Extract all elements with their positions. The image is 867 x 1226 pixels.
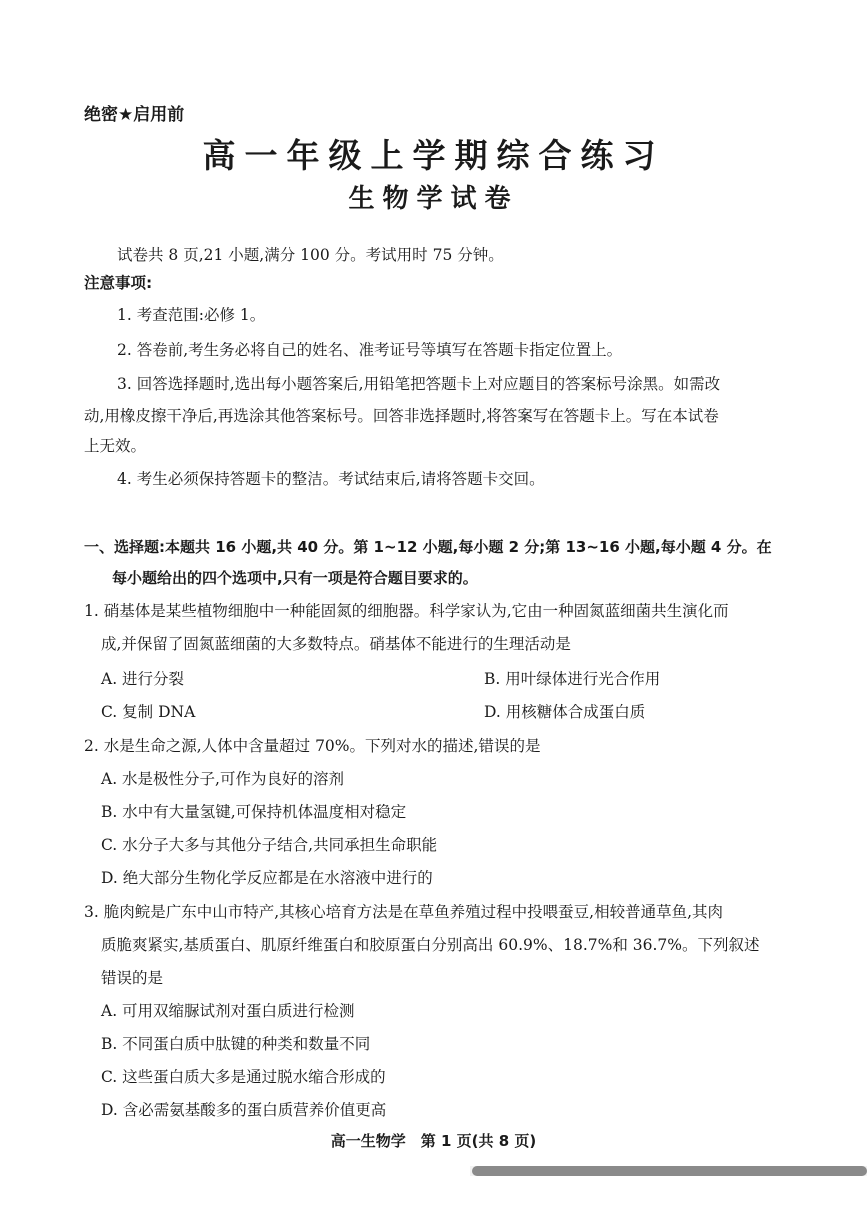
note-item: 3. 回答选择题时,选出每小题答案后,用铅笔把答题卡上对应题目的答案标号涂黑。如需改: [117, 375, 721, 393]
section-heading: 一、选择题:本题共 16 小题,共 40 分。第 1~12 小题,每小题 2 分;第 13~16 小题,每小题 4 分。在: [84, 538, 772, 556]
question-2-stem: 2. 水是生命之源,人体中含量超过 70%。下列对水的描述,错误的是: [84, 737, 541, 755]
exam-title: 高一年级上学期综合练习: [202, 136, 665, 175]
question-3-stem-cont: 错误的是: [101, 969, 164, 987]
note-item: 4. 考生必须保持答题卡的整洁。考试结束后,请将答题卡交回。: [117, 470, 545, 488]
horizontal-scrollbar-thumb[interactable]: [472, 1166, 867, 1176]
question-2-option-a: A. 水是极性分子,可作为良好的溶剂: [101, 770, 344, 788]
question-3-option-b: B. 不同蛋白质中肽键的种类和数量不同: [101, 1035, 371, 1053]
question-2-option-b: B. 水中有大量氢键,可保持机体温度相对稳定: [101, 803, 407, 821]
question-1-option-a: A. 进行分裂: [101, 670, 185, 688]
note-item: 上无效。: [84, 437, 147, 455]
exam-subtitle: 生物学试卷: [348, 184, 519, 214]
question-1-option-c: C. 复制 DNA: [101, 703, 196, 721]
intro-text: 试卷共 8 页,21 小题,满分 100 分。考试用时 75 分钟。: [117, 246, 504, 264]
page-footer: 高一生物学 第 1 页(共 8 页): [330, 1132, 537, 1150]
question-3-option-a: A. 可用双缩脲试剂对蛋白质进行检测: [101, 1002, 355, 1020]
note-item: 2. 答卷前,考生务必将自己的姓名、准考证号等填写在答题卡指定位置上。: [117, 341, 623, 359]
question-3-option-c: C. 这些蛋白质大多是通过脱水缩合形成的: [101, 1068, 386, 1086]
section-heading-cont: 每小题给出的四个选项中,只有一项是符合题目要求的。: [112, 569, 478, 587]
note-item: 1. 考查范围:必修 1。: [117, 306, 266, 324]
confidential-label: 绝密★启用前: [84, 105, 185, 125]
question-1-stem-cont: 成,并保留了固氮蓝细菌的大多数特点。硝基体不能进行的生理活动是: [101, 635, 571, 653]
note-item: 动,用橡皮擦干净后,再选涂其他答案标号。回答非选择题时,将答案写在答题卡上。写在本试卷: [84, 407, 719, 425]
question-2-option-d: D. 绝大部分生物化学反应都是在水溶液中进行的: [101, 869, 433, 887]
question-1-stem: 1. 硝基体是某些植物细胞中一种能固氮的细胞器。科学家认为,它由一种固氮蓝细菌共生演化而: [84, 602, 729, 620]
question-3-stem-cont: 质脆爽紧实,基质蛋白、肌原纤维蛋白和胶原蛋白分别高出 60.9%、18.7%和 36.7%。下列叙述: [101, 936, 760, 954]
notes-heading: 注意事项:: [84, 274, 153, 292]
question-3-option-d: D. 含必需氨基酸多的蛋白质营养价值更高: [101, 1101, 387, 1119]
question-2-option-c: C. 水分子大多与其他分子结合,共同承担生命职能: [101, 836, 438, 854]
question-1-option-b: B. 用叶绿体进行光合作用: [484, 670, 661, 688]
question-1-option-d: D. 用核糖体合成蛋白质: [484, 703, 646, 721]
question-3-stem: 3. 脆肉鲩是广东中山市特产,其核心培育方法是在草鱼养殖过程中投喂蚕豆,相较普通草鱼,其肉: [84, 903, 723, 921]
